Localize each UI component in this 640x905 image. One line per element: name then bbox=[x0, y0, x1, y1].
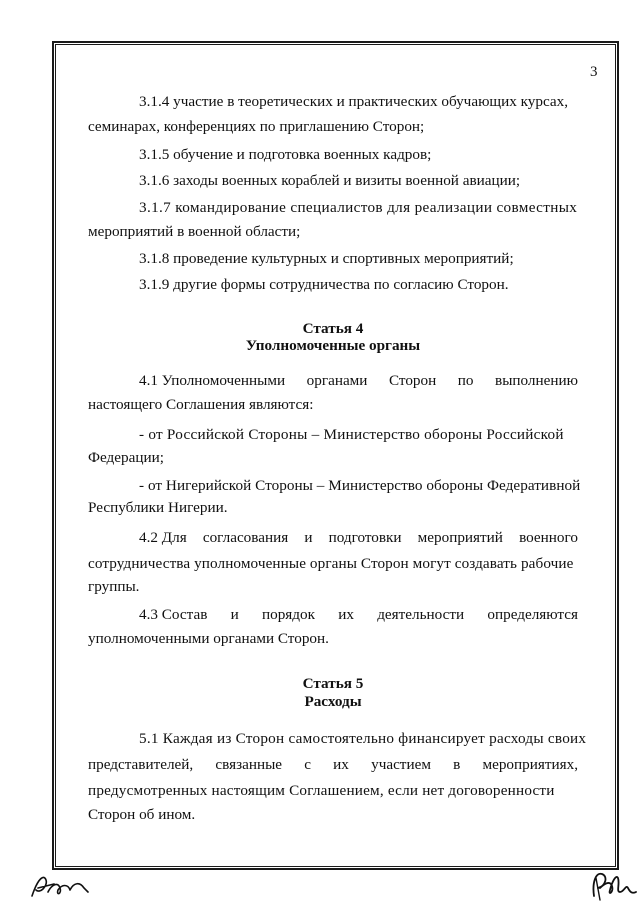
word: 4.3 Состав bbox=[139, 606, 208, 623]
word: в bbox=[453, 756, 461, 773]
para-4-1-line1 bbox=[139, 372, 578, 390]
para-4-1b-line2: Республики Нигерии. bbox=[88, 499, 228, 516]
word: их bbox=[338, 606, 354, 623]
para-4-2-line2: сотрудничества уполномоченные органы Сторон могут создавать рабочие bbox=[88, 555, 574, 572]
word: мероприятиях, bbox=[482, 756, 578, 773]
left-initials-signature bbox=[28, 872, 92, 902]
word: участием bbox=[371, 756, 431, 773]
item-3-1-9: 3.1.9 другие формы сотрудничества по согласию Сторон. bbox=[139, 276, 509, 293]
word: по bbox=[457, 372, 474, 389]
article-4-title: Уполномоченные органы bbox=[245, 337, 421, 354]
para-5-1-line1: 5.1 Каждая из Сторон самостоятельно финансирует расходы своих bbox=[139, 730, 587, 747]
para-4-3-line1 bbox=[139, 606, 578, 624]
word: с bbox=[304, 756, 311, 773]
word: связанные bbox=[215, 756, 283, 773]
para-4-1a-line2: Федерации; bbox=[88, 449, 164, 466]
article-5-title: Расходы bbox=[304, 693, 362, 710]
item-text: 3.1.4 участие в теоретических и практических обучающих курсах, bbox=[139, 93, 569, 110]
para-5-1-line2 bbox=[88, 756, 578, 774]
word: деятельности bbox=[377, 606, 465, 623]
article-5-number: Статья 5 bbox=[302, 675, 364, 692]
para-4-2-line3: группы. bbox=[88, 578, 140, 595]
item-3-1-6: 3.1.6 заходы военных кораблей и визиты военной авиации; bbox=[139, 172, 521, 189]
para-4-1-line2: настоящего Соглашения являются: bbox=[88, 396, 314, 413]
word: 4.2 Для bbox=[139, 529, 187, 546]
word: мероприятий bbox=[417, 529, 503, 546]
word: 4.1 Уполномоченными bbox=[139, 372, 286, 389]
word: представителей, bbox=[88, 756, 194, 773]
article-4-number: Статья 4 bbox=[302, 320, 364, 337]
word: порядок bbox=[261, 606, 315, 623]
page-number: 3 bbox=[590, 64, 598, 80]
para-5-1-line4: Сторон об ином. bbox=[88, 806, 196, 823]
item-3-1-4-line1 bbox=[139, 93, 578, 111]
word: подготовки bbox=[328, 529, 402, 546]
para-5-1-line3: предусмотренных настоящим Соглашением, если нет договоренности bbox=[88, 782, 555, 799]
word: согласования bbox=[202, 529, 289, 546]
word: выполнению bbox=[495, 372, 578, 389]
word: Сторон bbox=[388, 372, 437, 389]
item-3-1-8: 3.1.8 проведение культурных и спортивных мероприятий; bbox=[139, 250, 514, 267]
word: определяются bbox=[487, 606, 578, 623]
para-4-2-line1 bbox=[139, 529, 578, 547]
item-3-1-7-line1: 3.1.7 командирование специалистов для реализации совместных bbox=[139, 199, 578, 216]
word: и bbox=[230, 606, 239, 623]
item-3-1-5: 3.1.5 обучение и подготовка военных кадров; bbox=[139, 146, 432, 163]
para-4-1a-line1: - от Российской Стороны – Министерство обороны Российской bbox=[139, 426, 564, 443]
word: органами bbox=[306, 372, 368, 389]
item-3-1-7-line2: мероприятий в военной области; bbox=[88, 223, 301, 240]
right-initials-signature bbox=[586, 866, 638, 904]
para-4-3-line2: уполномоченными органами Сторон. bbox=[88, 630, 329, 647]
word: их bbox=[333, 756, 349, 773]
para-4-1b-line1: - от Нигерийской Стороны – Министерство обороны Федеративной bbox=[139, 477, 581, 494]
item-3-1-4-line2: семинарах, конференциях по приглашению Сторон; bbox=[88, 118, 425, 135]
word: и bbox=[304, 529, 313, 546]
word: военного bbox=[519, 529, 578, 546]
